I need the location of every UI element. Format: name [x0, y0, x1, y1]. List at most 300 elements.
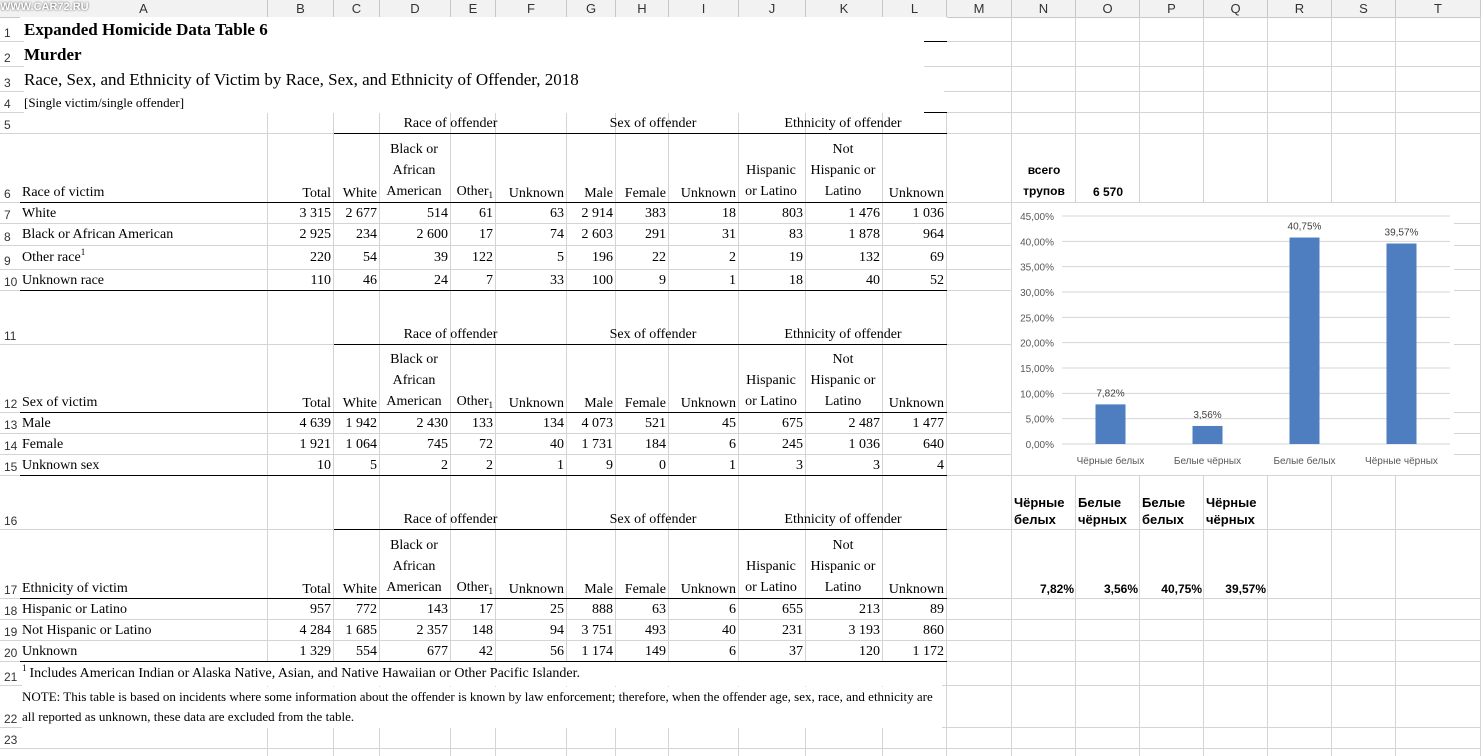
- data-cell[interactable]: 1 036: [848, 437, 880, 452]
- column-header-m[interactable]: M: [947, 0, 1012, 17]
- data-cell[interactable]: 1 731: [581, 437, 613, 452]
- data-cell[interactable]: 40: [866, 273, 880, 288]
- data-cell[interactable]: 110: [310, 273, 331, 288]
- data-cell[interactable]: 22: [652, 250, 666, 265]
- group-header-sex[interactable]: Sex of offender: [609, 327, 697, 342]
- column-unknown-sex-text: Unknown: [680, 396, 736, 411]
- column-white-text: White: [342, 582, 377, 597]
- y-tick-label: 5,00%: [1025, 414, 1054, 426]
- group-header-race[interactable]: Race of offender: [403, 116, 498, 131]
- bar-chart[interactable]: [1012, 203, 1454, 475]
- data-cell[interactable]: 18: [789, 273, 803, 288]
- data-cell[interactable]: 143: [427, 602, 448, 617]
- data-cell[interactable]: 1 174: [581, 644, 613, 659]
- data-cell[interactable]: 213: [859, 602, 880, 617]
- row-header-2[interactable]: 2: [4, 51, 11, 65]
- data-cell[interactable]: 100: [592, 273, 613, 288]
- table-title[interactable]: Expanded Homicide Data Table 6: [24, 17, 924, 42]
- section-label-section3[interactable]: Ethnicity of victim: [22, 581, 128, 596]
- data-cell[interactable]: 1 942: [345, 416, 377, 431]
- data-cell[interactable]: 2 487: [848, 416, 880, 431]
- data-cell[interactable]: 42: [479, 644, 493, 659]
- column-header-i[interactable]: I: [669, 0, 739, 17]
- column-white-text: White: [342, 396, 377, 411]
- data-cell[interactable]: 291: [645, 227, 666, 242]
- row-header-5[interactable]: 5: [4, 118, 11, 132]
- column-unknown-race-text: Unknown: [508, 582, 564, 597]
- column-not-hispanic-header: [806, 530, 880, 598]
- y-tick-label: 45,00%: [1020, 212, 1054, 223]
- column-black-text: Black or African American: [386, 352, 442, 409]
- group-header-ethnicity[interactable]: Ethnicity of offender: [784, 512, 902, 527]
- column-white-header: [334, 345, 377, 412]
- row-label[interactable]: [22, 246, 266, 270]
- column-hispanic-header: [739, 530, 803, 598]
- total-bodies-label[interactable]: всего трупов: [1023, 163, 1065, 198]
- gridline: [20, 290, 947, 291]
- summary-value[interactable]: 39,57%: [1225, 582, 1266, 596]
- row-header-16[interactable]: 16: [4, 514, 18, 528]
- data-cell[interactable]: 2 357: [416, 623, 448, 638]
- data-cell[interactable]: 37: [789, 644, 803, 659]
- data-cell[interactable]: 61: [479, 206, 493, 221]
- column-unknown-sex-header: [669, 134, 736, 202]
- y-tick-label: 20,00%: [1020, 338, 1054, 350]
- x-category-label: Белые чёрных: [1173, 456, 1242, 467]
- column-not-hispanic-text: Not Hispanic or Latino: [810, 142, 876, 199]
- watermark-logo: WWW.CAR72.RU: [0, 1, 89, 13]
- footnote-marker: 1: [488, 586, 493, 596]
- column-unknown-race-header: [496, 345, 564, 412]
- row-header-4[interactable]: 4: [4, 97, 11, 111]
- data-cell[interactable]: 3: [873, 458, 880, 473]
- group-header-race[interactable]: Race of offender: [403, 512, 498, 527]
- row-header-1[interactable]: 1: [4, 26, 11, 40]
- row-label[interactable]: [22, 599, 266, 620]
- row-label-text: Unknown sex: [22, 458, 100, 473]
- summary-label[interactable]: Чёрные белых: [1014, 495, 1065, 527]
- group-header-race[interactable]: Race of offender: [403, 327, 498, 342]
- footnote[interactable]: [22, 662, 942, 686]
- column-header-t[interactable]: T: [1396, 0, 1481, 17]
- footnote-marker: 1: [80, 247, 86, 257]
- row-header-20[interactable]: 20: [4, 646, 18, 660]
- data-cell[interactable]: 514: [427, 206, 448, 221]
- row-header-13[interactable]: 13: [4, 418, 18, 432]
- data-cell[interactable]: 7: [486, 273, 493, 288]
- data-cell[interactable]: 149: [645, 644, 666, 659]
- data-cell[interactable]: 63: [550, 206, 564, 221]
- section-label-section2[interactable]: Sex of victim: [22, 395, 98, 410]
- x-category-label: Белые белых: [1273, 456, 1336, 467]
- column-other-text: Other: [456, 580, 489, 595]
- row-label[interactable]: [22, 270, 266, 291]
- data-cell[interactable]: 18: [722, 206, 736, 221]
- data-cell[interactable]: 3 751: [581, 623, 613, 638]
- y-tick-label: 40,00%: [1020, 237, 1054, 249]
- summary-label[interactable]: Белые чёрных: [1078, 495, 1127, 527]
- data-cell[interactable]: 25: [550, 602, 564, 617]
- gridline: [20, 475, 947, 476]
- column-male-header: [567, 530, 613, 598]
- column-header-s[interactable]: S: [1332, 0, 1396, 17]
- data-cell[interactable]: 133: [472, 416, 493, 431]
- data-cell[interactable]: 6: [729, 644, 736, 659]
- column-header-j[interactable]: J: [739, 0, 806, 17]
- row-label-text: Hispanic or Latino: [22, 602, 127, 617]
- y-tick-label: 25,00%: [1020, 313, 1054, 325]
- data-cell[interactable]: 2 600: [416, 227, 448, 242]
- data-cell[interactable]: 0: [659, 458, 666, 473]
- summary-label[interactable]: Белые белых: [1142, 495, 1186, 527]
- column-other-text: Other: [456, 394, 489, 409]
- column-total-text: Total: [302, 186, 331, 201]
- column-black-header: [380, 134, 448, 202]
- column-hispanic-text: Hispanic or Latino: [745, 163, 797, 199]
- chart-bar[interactable]: [1290, 238, 1320, 444]
- data-cell[interactable]: 234: [356, 227, 377, 242]
- data-cell[interactable]: 184: [645, 437, 666, 452]
- summary-value[interactable]: 7,82%: [1039, 582, 1074, 596]
- data-cell[interactable]: 2 430: [416, 416, 448, 431]
- data-cell[interactable]: 1 329: [299, 644, 331, 659]
- column-unknown-ethnicity-header: [883, 345, 944, 412]
- data-cell[interactable]: 1: [729, 458, 736, 473]
- data-cell[interactable]: 1 172: [912, 644, 944, 659]
- section-label-section1[interactable]: Race of victim: [22, 185, 105, 200]
- row-label[interactable]: [22, 413, 266, 434]
- data-cell[interactable]: 2 603: [581, 227, 613, 242]
- data-cell[interactable]: 33: [550, 273, 564, 288]
- column-total-text: Total: [302, 396, 331, 411]
- data-cell[interactable]: 52: [930, 273, 944, 288]
- data-cell[interactable]: 132: [859, 250, 880, 265]
- column-total-header: [268, 530, 331, 598]
- data-cell[interactable]: 69: [930, 250, 944, 265]
- group-header-ethnicity[interactable]: Ethnicity of offender: [784, 116, 902, 131]
- data-cell[interactable]: 9: [659, 273, 666, 288]
- table-subtitle-murder[interactable]: Murder: [24, 42, 924, 67]
- row-header-15[interactable]: 15: [4, 460, 18, 474]
- column-female-text: Female: [624, 582, 666, 597]
- column-header-c[interactable]: C: [334, 0, 380, 17]
- data-cell[interactable]: 4 639: [299, 416, 331, 431]
- row-label[interactable]: [22, 620, 266, 641]
- column-female-header: [616, 345, 666, 412]
- data-cell[interactable]: 220: [310, 250, 331, 265]
- data-cell[interactable]: 46: [363, 273, 377, 288]
- column-female-header: [616, 530, 666, 598]
- data-cell[interactable]: 10: [317, 458, 331, 473]
- data-label: 3,56%: [1193, 409, 1222, 421]
- column-header-g[interactable]: G: [567, 0, 616, 17]
- row-header-9[interactable]: 9: [4, 254, 11, 268]
- column-unknown-sex-header: [669, 530, 736, 598]
- column-header-q[interactable]: Q: [1204, 0, 1268, 17]
- group-header-sex[interactable]: Sex of offender: [609, 512, 697, 527]
- column-header-h[interactable]: H: [616, 0, 669, 17]
- summary-value[interactable]: 3,56%: [1103, 582, 1138, 596]
- column-other-header: [451, 530, 493, 598]
- data-cell[interactable]: 383: [645, 206, 666, 221]
- row-header-22[interactable]: 22: [4, 712, 18, 726]
- row-header-18[interactable]: 18: [4, 604, 18, 618]
- row-header-19[interactable]: 19: [4, 625, 18, 639]
- data-cell[interactable]: 493: [645, 623, 666, 638]
- data-cell[interactable]: 2: [486, 458, 493, 473]
- column-total-text: Total: [302, 582, 331, 597]
- row-header-8[interactable]: 8: [4, 230, 11, 244]
- column-not-hispanic-text: Not Hispanic or Latino: [810, 538, 876, 595]
- footnote-text: Includes American Indian or Alaska Native, Asian, and Native Hawaiian or Other Pacific Islander.: [29, 666, 580, 681]
- column-unknown-sex-text: Unknown: [680, 186, 736, 201]
- footnote-marker: 1: [488, 400, 493, 410]
- data-cell[interactable]: 83: [789, 227, 803, 242]
- row-header-14[interactable]: 14: [4, 439, 18, 453]
- column-male-text: Male: [584, 396, 613, 411]
- column-unknown-sex-text: Unknown: [680, 582, 736, 597]
- row-label-text: Unknown: [22, 644, 78, 659]
- column-header-p[interactable]: P: [1140, 0, 1204, 17]
- data-cell[interactable]: 5: [370, 458, 377, 473]
- row-label-text: Unknown race: [22, 273, 105, 288]
- column-header-l[interactable]: L: [883, 0, 947, 17]
- column-hispanic-header: [739, 134, 803, 202]
- data-cell[interactable]: 964: [923, 227, 944, 242]
- column-black-text: Black or African American: [386, 538, 442, 595]
- column-header-b[interactable]: B: [268, 0, 334, 17]
- data-cell[interactable]: 54: [363, 250, 377, 265]
- column-male-text: Male: [584, 186, 613, 201]
- column-hispanic-text: Hispanic or Latino: [745, 559, 797, 595]
- footnote-marker: 1: [488, 190, 493, 200]
- data-cell[interactable]: 803: [782, 206, 803, 221]
- data-cell[interactable]: 74: [550, 227, 564, 242]
- row-header-3[interactable]: 3: [4, 76, 11, 90]
- column-other-text: Other: [456, 184, 489, 199]
- data-cell[interactable]: 2 925: [299, 227, 331, 242]
- row-header-17[interactable]: 17: [4, 583, 18, 597]
- column-not-hispanic-header: [806, 134, 880, 202]
- column-not-hispanic-text: Not Hispanic or Latino: [810, 352, 876, 409]
- data-cell[interactable]: 89: [930, 602, 944, 617]
- data-cell[interactable]: 675: [782, 416, 803, 431]
- data-cell[interactable]: 9: [606, 458, 613, 473]
- data-cell[interactable]: 120: [859, 644, 880, 659]
- data-cell[interactable]: 6: [729, 602, 736, 617]
- data-cell[interactable]: 640: [923, 437, 944, 452]
- table-note[interactable]: NOTE: This table is based on incidents where some information about the offender is known by law enforcement; therefore, when the offender age, sex, race, and ethnicity are all reported as unknown, these data are excluded from the table.: [22, 687, 942, 728]
- row-header-7[interactable]: 7: [4, 208, 11, 222]
- data-cell[interactable]: 148: [472, 623, 493, 638]
- data-cell[interactable]: 94: [550, 623, 564, 638]
- data-cell[interactable]: 31: [722, 227, 736, 242]
- data-cell[interactable]: 72: [479, 437, 493, 452]
- data-cell[interactable]: 677: [427, 644, 448, 659]
- row-label-text: Male: [22, 416, 51, 431]
- column-unknown-race-header: [496, 530, 564, 598]
- data-cell[interactable]: 134: [543, 416, 564, 431]
- column-unknown-ethnicity-header: [883, 134, 944, 202]
- data-cell[interactable]: 888: [592, 602, 613, 617]
- data-cell[interactable]: 5: [557, 250, 564, 265]
- y-tick-label: 0,00%: [1025, 440, 1054, 451]
- row-header-6[interactable]: 6: [4, 187, 11, 201]
- data-cell[interactable]: 39: [434, 250, 448, 265]
- column-unknown-ethnicity-text: Unknown: [888, 396, 944, 411]
- column-unknown-race-text: Unknown: [508, 186, 564, 201]
- data-cell[interactable]: 17: [479, 227, 493, 242]
- data-cell[interactable]: 122: [472, 250, 493, 265]
- data-cell[interactable]: 45: [722, 416, 736, 431]
- data-cell[interactable]: 1: [557, 458, 564, 473]
- column-female-header: [616, 134, 666, 202]
- column-header-k[interactable]: K: [806, 0, 883, 17]
- total-bodies-value[interactable]: 6 570: [1092, 185, 1124, 199]
- data-cell[interactable]: 860: [923, 623, 944, 638]
- column-black-header: [380, 345, 448, 412]
- row-label[interactable]: [22, 224, 266, 246]
- y-tick-label: 15,00%: [1020, 364, 1054, 375]
- data-cell[interactable]: 1 477: [912, 416, 944, 431]
- chart-bar[interactable]: [1193, 426, 1223, 444]
- data-cell[interactable]: 245: [782, 437, 803, 452]
- data-cell[interactable]: 745: [427, 437, 448, 452]
- data-cell[interactable]: 3 315: [299, 206, 331, 221]
- data-cell[interactable]: 2 677: [345, 206, 377, 221]
- chart-bar[interactable]: [1387, 244, 1417, 444]
- data-cell[interactable]: 2 914: [581, 206, 613, 221]
- summary-label[interactable]: Чёрные чёрных: [1206, 495, 1257, 527]
- column-other-header: [451, 134, 493, 202]
- row-label[interactable]: [22, 455, 266, 476]
- data-cell[interactable]: 4: [937, 458, 944, 473]
- data-cell[interactable]: 231: [782, 623, 803, 638]
- table-scope-note[interactable]: [Single victim/single offender]: [24, 92, 924, 113]
- data-label: 7,82%: [1096, 388, 1125, 400]
- column-header-n[interactable]: N: [1012, 0, 1076, 17]
- column-header-f[interactable]: F: [496, 0, 567, 17]
- column-female-text: Female: [624, 396, 666, 411]
- data-cell[interactable]: 772: [356, 602, 377, 617]
- column-white-text: White: [342, 186, 377, 201]
- y-tick-label: 10,00%: [1020, 389, 1054, 401]
- data-cell[interactable]: 1 878: [848, 227, 880, 242]
- data-cell[interactable]: 521: [645, 416, 666, 431]
- data-cell[interactable]: 40: [722, 623, 736, 638]
- data-cell[interactable]: 17: [479, 602, 493, 617]
- row-header-11[interactable]: 11: [4, 329, 17, 343]
- row-label[interactable]: [22, 641, 266, 662]
- data-cell[interactable]: 957: [310, 602, 331, 617]
- column-total-header: [268, 134, 331, 202]
- column-header-a[interactable]: A: [20, 0, 268, 17]
- data-cell[interactable]: 1 036: [912, 206, 944, 221]
- column-male-text: Male: [584, 582, 613, 597]
- data-cell[interactable]: 1: [729, 273, 736, 288]
- data-cell[interactable]: 1 064: [345, 437, 377, 452]
- y-tick-label: 30,00%: [1020, 288, 1054, 299]
- column-unknown-ethnicity-text: Unknown: [888, 582, 944, 597]
- row-label-text: Not Hispanic or Latino: [22, 623, 152, 638]
- column-header-e[interactable]: E: [451, 0, 496, 17]
- column-white-header: [334, 134, 377, 202]
- data-cell[interactable]: 2: [441, 458, 448, 473]
- data-cell[interactable]: 4 284: [299, 623, 331, 638]
- column-header-o[interactable]: O: [1076, 0, 1140, 17]
- data-cell[interactable]: 2: [729, 250, 736, 265]
- data-cell[interactable]: 6: [729, 437, 736, 452]
- column-black-text: Black or African American: [386, 142, 442, 199]
- row-label-text: Female: [22, 437, 64, 452]
- data-cell[interactable]: 63: [652, 602, 666, 617]
- data-cell[interactable]: 554: [356, 644, 377, 659]
- data-cell[interactable]: 655: [782, 602, 803, 617]
- footnote-marker: 1: [22, 663, 27, 673]
- y-tick-label: 35,00%: [1020, 262, 1054, 274]
- x-category-label: Чёрные чёрных: [1365, 456, 1438, 467]
- row-label-text: Other race: [22, 250, 81, 265]
- data-cell[interactable]: 19: [789, 250, 803, 265]
- table-description[interactable]: Race, Sex, and Ethnicity of Victim by Race, Sex, and Ethnicity of Offender, 2018: [24, 67, 944, 92]
- data-cell[interactable]: 1 476: [848, 206, 880, 221]
- row-label[interactable]: [22, 434, 266, 455]
- row-label[interactable]: [22, 203, 266, 224]
- column-male-header: [567, 134, 613, 202]
- chart-bar[interactable]: [1096, 404, 1126, 444]
- row-label-text: Black or African American: [22, 227, 174, 242]
- column-unknown-ethnicity-text: Unknown: [888, 186, 944, 201]
- column-other-header: [451, 345, 493, 412]
- data-cell[interactable]: 3 193: [848, 623, 880, 638]
- summary-value[interactable]: 40,75%: [1161, 582, 1202, 596]
- data-label: 39,57%: [1384, 227, 1419, 239]
- column-hispanic-header: [739, 345, 803, 412]
- column-black-header: [380, 530, 448, 598]
- column-unknown-race-text: Unknown: [508, 396, 564, 411]
- column-header-d[interactable]: D: [380, 0, 451, 17]
- column-unknown-race-header: [496, 134, 564, 202]
- row-header-12[interactable]: 12: [4, 397, 18, 411]
- data-cell[interactable]: 24: [434, 273, 448, 288]
- chart-svg: [1012, 203, 1454, 475]
- data-label: 40,75%: [1287, 221, 1322, 233]
- data-cell[interactable]: 196: [592, 250, 613, 265]
- group-header-ethnicity[interactable]: Ethnicity of offender: [784, 327, 902, 342]
- column-female-text: Female: [624, 186, 666, 201]
- column-hispanic-text: Hispanic or Latino: [745, 373, 797, 409]
- column-not-hispanic-header: [806, 345, 880, 412]
- row-header-10[interactable]: 10: [4, 275, 18, 289]
- column-male-header: [567, 345, 613, 412]
- data-cell[interactable]: 1 921: [299, 437, 331, 452]
- row-header-23[interactable]: 23: [4, 733, 18, 747]
- x-category-label: Чёрные белых: [1076, 456, 1145, 467]
- row-header-21[interactable]: 21: [4, 670, 18, 684]
- data-cell[interactable]: 4 073: [581, 416, 613, 431]
- column-white-header: [334, 530, 377, 598]
- column-total-header: [268, 345, 331, 412]
- data-cell[interactable]: 3: [796, 458, 803, 473]
- column-unknown-ethnicity-header: [883, 530, 944, 598]
- group-header-sex[interactable]: Sex of offender: [609, 116, 697, 131]
- data-cell[interactable]: 40: [550, 437, 564, 452]
- data-cell[interactable]: 1 685: [345, 623, 377, 638]
- row-label-text: White: [22, 206, 57, 221]
- column-header-r[interactable]: R: [1268, 0, 1332, 17]
- data-cell[interactable]: 56: [550, 644, 564, 659]
- column-unknown-sex-header: [669, 345, 736, 412]
